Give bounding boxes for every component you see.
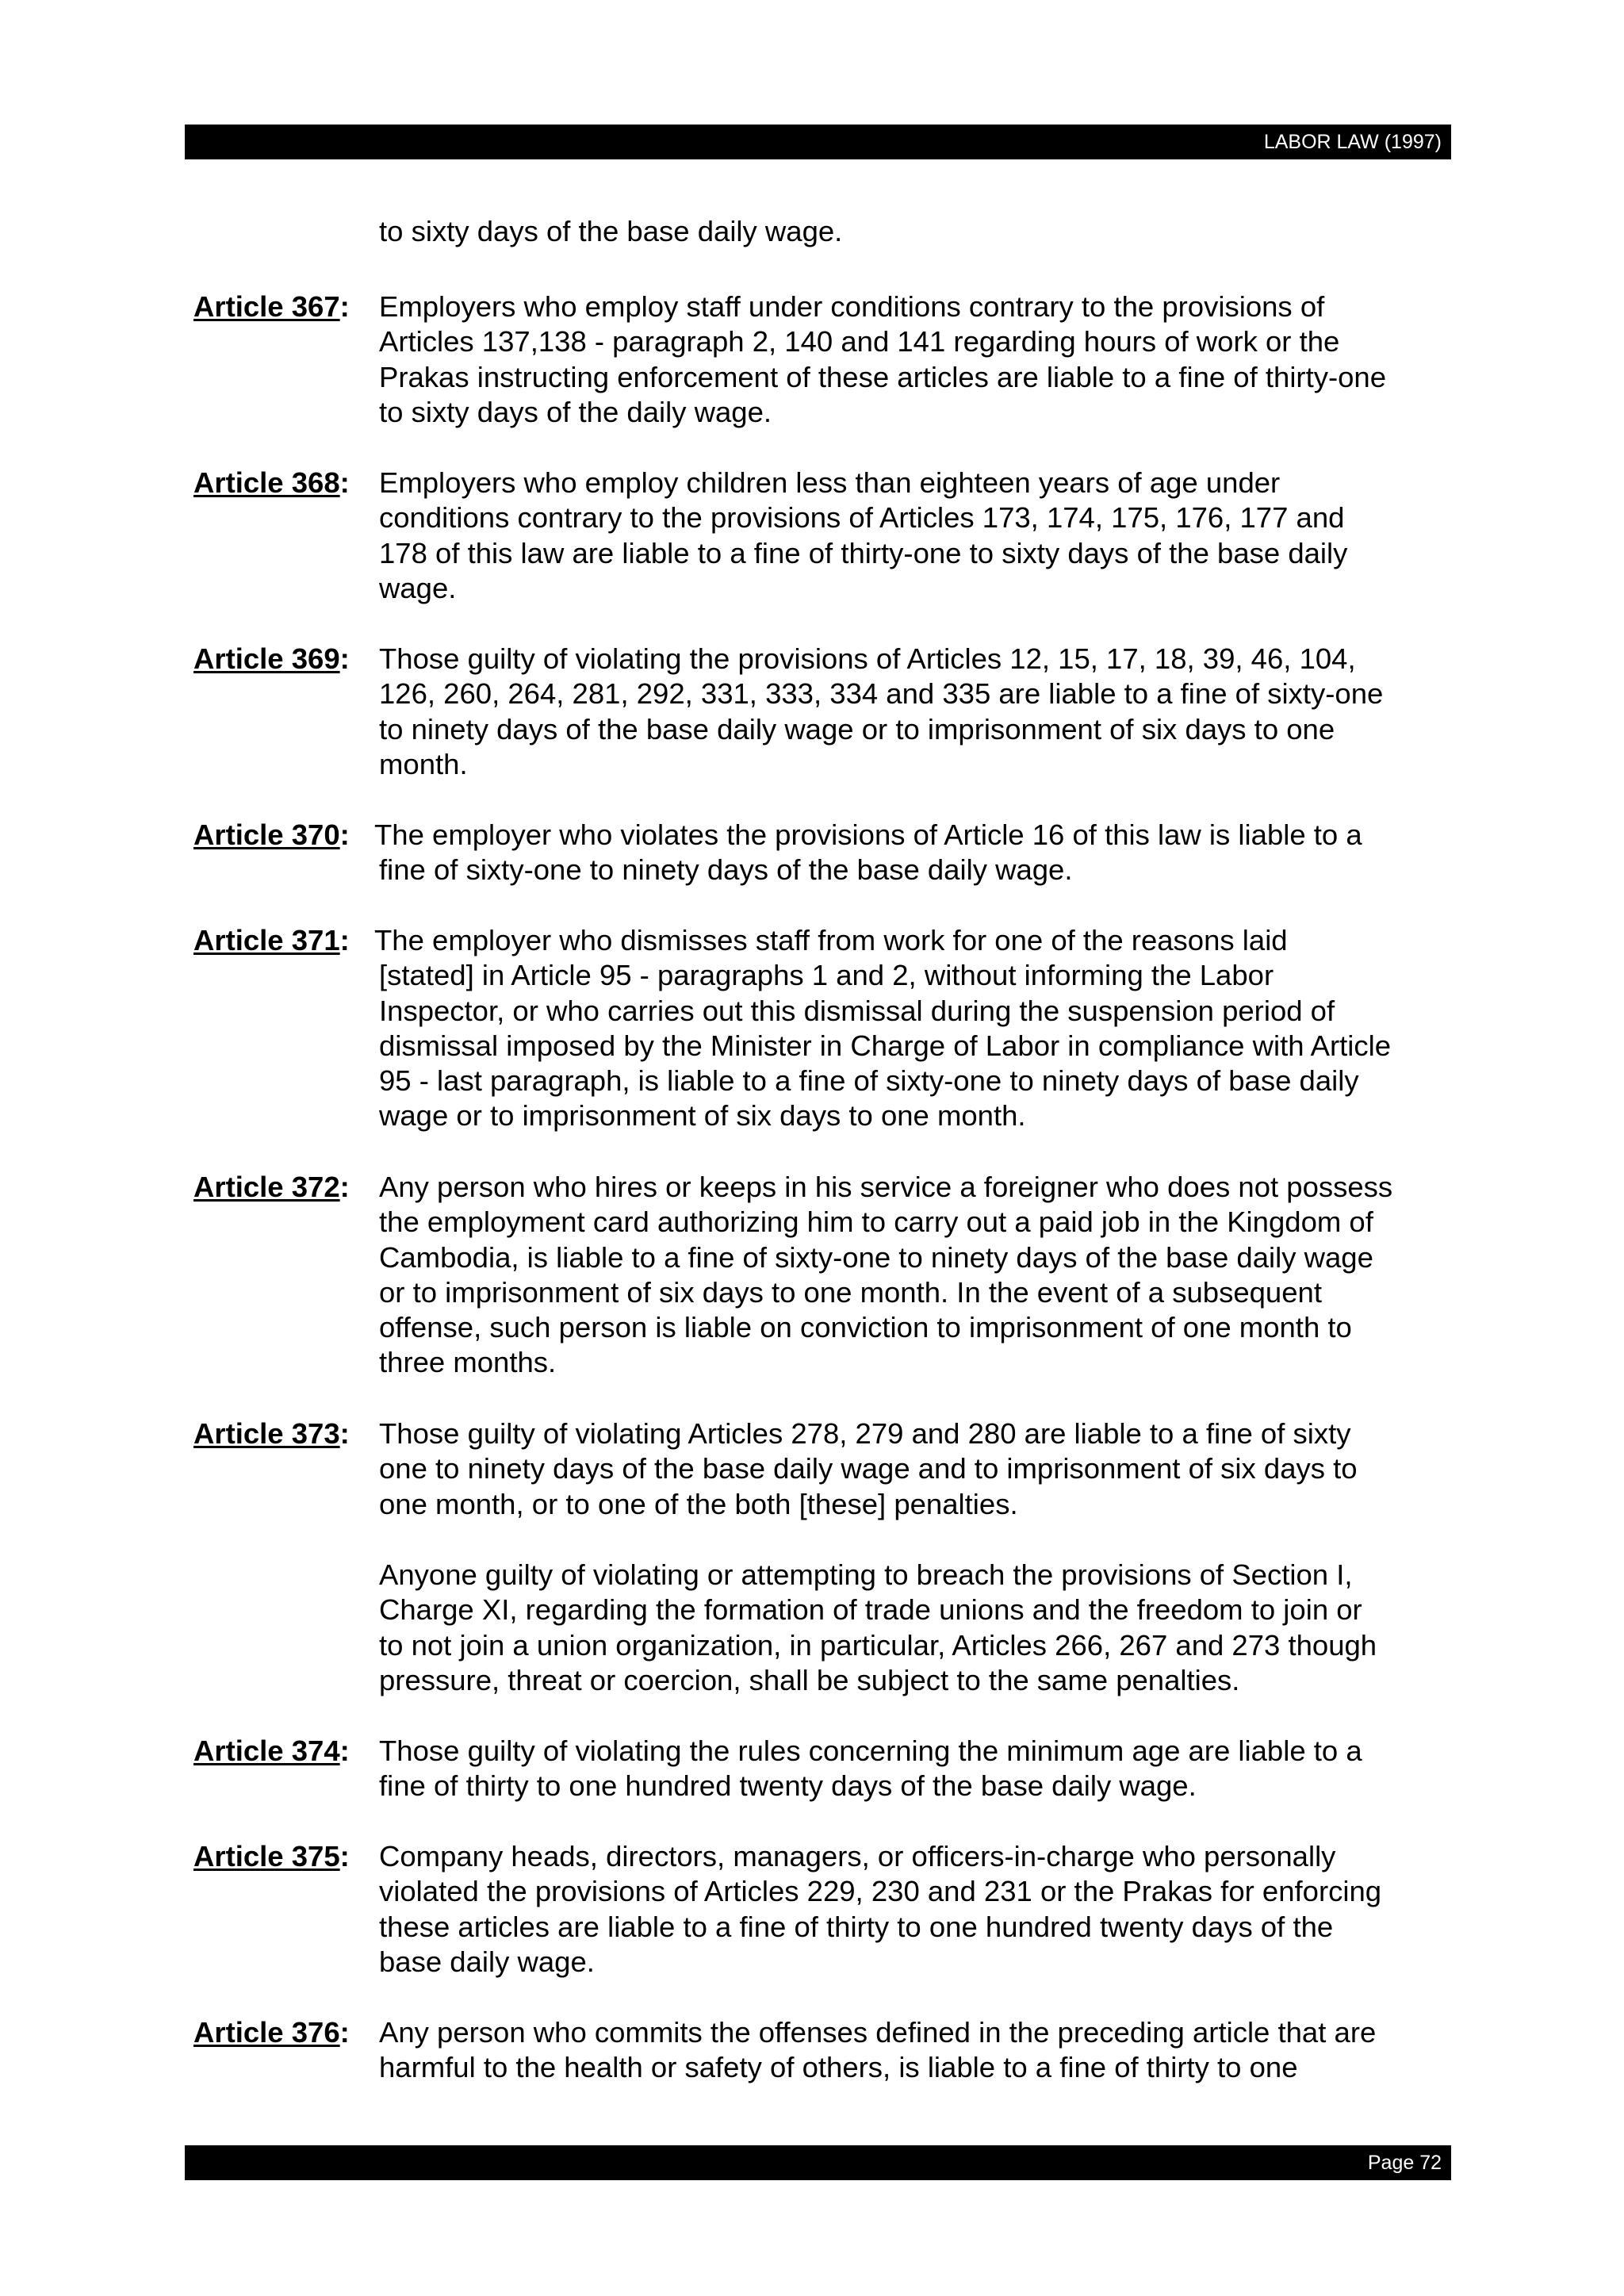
text-line: The employer who dismisses staff from work for one of the reasons laid [374, 924, 1288, 956]
article-label: Article 374: [193, 1734, 350, 1767]
text-line: wage or to imprisonment of six days to one month. [379, 1099, 1026, 1133]
article-label: Article 371: [193, 924, 350, 956]
article-368 [193, 466, 1454, 606]
article-370 [193, 818, 1454, 888]
text-line: fine of thirty to one hundred twenty days of the base daily wage. [379, 1769, 1197, 1803]
article-367 [193, 289, 1454, 430]
text-line: fine of sixty-one to ninety days of the base daily wage. [379, 853, 1073, 887]
header-bar [185, 125, 1451, 159]
article-label: Article 375: [193, 1840, 350, 1872]
article-label: Article 373: [193, 1417, 350, 1450]
text-line: Articles 137,138 - paragraph 2, 140 and 141 regarding hours of work or the [379, 325, 1340, 358]
article-369 [193, 642, 1454, 782]
text-line: one to ninety days of the base daily wage and to imprisonment of six days to [379, 1452, 1358, 1485]
text-line: harmful to the health or safety of others, is liable to a fine of thirty to one [379, 2051, 1298, 2084]
text-line: Anyone guilty of violating or attempting to breach the provisions of Section I, [379, 1558, 1353, 1591]
text-line: three months. [379, 1346, 557, 1379]
article-375 [193, 1839, 1454, 1980]
article-376 [193, 2015, 1454, 2086]
text-line: offense, such person is liable on conviction to imprisonment of one month to [379, 1311, 1352, 1344]
text-line: to not join a union organization, in particular, Articles 266, 267 and 273 though [379, 1628, 1377, 1662]
text-line: to sixty days of the base daily wage. [379, 215, 843, 247]
text-line: pressure, threat or coercion, shall be subject to the same penalties. [379, 1663, 1240, 1696]
article-372 [193, 1170, 1454, 1381]
header-title: LABOR LAW (1997) [1263, 131, 1442, 153]
text-line: 126, 260, 264, 281, 292, 331, 333, 334 and 335 are liable to a fine of sixty-one [379, 677, 1384, 711]
text-line: Prakas instructing enforcement of these articles are liable to a fine of thirty-one [379, 360, 1387, 393]
footer-bar [185, 2145, 1451, 2180]
article-label: Article 372: [193, 1171, 350, 1203]
text-line: Any person who hires or keeps in his service a foreigner who does not possess [379, 1171, 1393, 1203]
text-line: dismissal imposed by the Minister in Charge of Labor in compliance with Article [379, 1029, 1392, 1062]
article-371 [193, 923, 1454, 1134]
article-label: Article 376: [193, 2016, 350, 2049]
text-line: 95 - last paragraph, is liable to a fine of sixty-one to ninety days of base daily [379, 1064, 1359, 1098]
text-line: The employer who violates the provisions of Article 16 of this law is liable to a [374, 818, 1362, 851]
text-line: to sixty days of the daily wage. [379, 395, 772, 428]
article-label: Article 370: [193, 818, 350, 851]
text-line: Cambodia, is liable to a fine of sixty-one to ninety days of the base daily wage [379, 1240, 1373, 1274]
article-374 [193, 1734, 1454, 1804]
text-line: Any person who commits the offenses defined in the preceding article that are [379, 2016, 1377, 2049]
text-line: these articles are liable to a fine of thirty to one hundred twenty days of the [379, 1910, 1334, 1943]
text-line: Inspector, or who carries out this dismissal during the suspension period of [379, 994, 1335, 1027]
text-line: Company heads, directors, managers, or officers-in-charge who personally [379, 1840, 1336, 1872]
text-line: to ninety days of the base daily wage or to imprisonment of six days to one [379, 712, 1335, 746]
text-line: wage. [379, 571, 457, 604]
text-line: Those guilty of violating Articles 278, 279 and 280 are liable to a fine of sixty [379, 1417, 1351, 1450]
continuation-text [193, 214, 1454, 249]
text-line: [stated] in Article 95 - paragraphs 1 and 2, without informing the Labor [379, 959, 1274, 992]
text-line: violated the provisions of Articles 229, 230 and 231 or the Prakas for enforcing [379, 1875, 1382, 1908]
article-label: Article 367: [193, 290, 350, 323]
text-line: Employers who employ children less than eighteen years of age under [379, 466, 1281, 499]
text-line: the employment card authorizing him to carry out a paid job in the Kingdom of [379, 1205, 1373, 1239]
text-line: or to imprisonment of six days to one month. In the event of a subsequent [379, 1275, 1322, 1309]
text-line: Those guilty of violating the provisions of Articles 12, 15, 17, 18, 39, 46, 104, [379, 642, 1356, 675]
text-line: base daily wage. [379, 1945, 595, 1978]
article-373 [193, 1416, 1454, 1522]
text-line: Those guilty of violating the rules concerning the minimum age are liable to a [379, 1734, 1362, 1767]
article-label: Article 368: [193, 466, 350, 499]
text-line: conditions contrary to the provisions of Articles 173, 174, 175, 176, 177 and [379, 501, 1345, 535]
article-label: Article 369: [193, 642, 350, 675]
text-line: 178 of this law are liable to a fine of thirty-one to sixty days of the base daily [379, 536, 1348, 569]
page-number: Page 72 [1367, 2152, 1442, 2174]
text-line: month. [379, 747, 468, 780]
article-373-paragraph-2 [193, 1558, 1454, 1698]
text-line: Charge XI, regarding the formation of trade unions and the freedom to join or [379, 1593, 1362, 1627]
text-line: Employers who employ staff under conditions contrary to the provisions of [379, 290, 1325, 323]
text-line: one month, or to one of the both [these] penalties. [379, 1487, 1018, 1520]
